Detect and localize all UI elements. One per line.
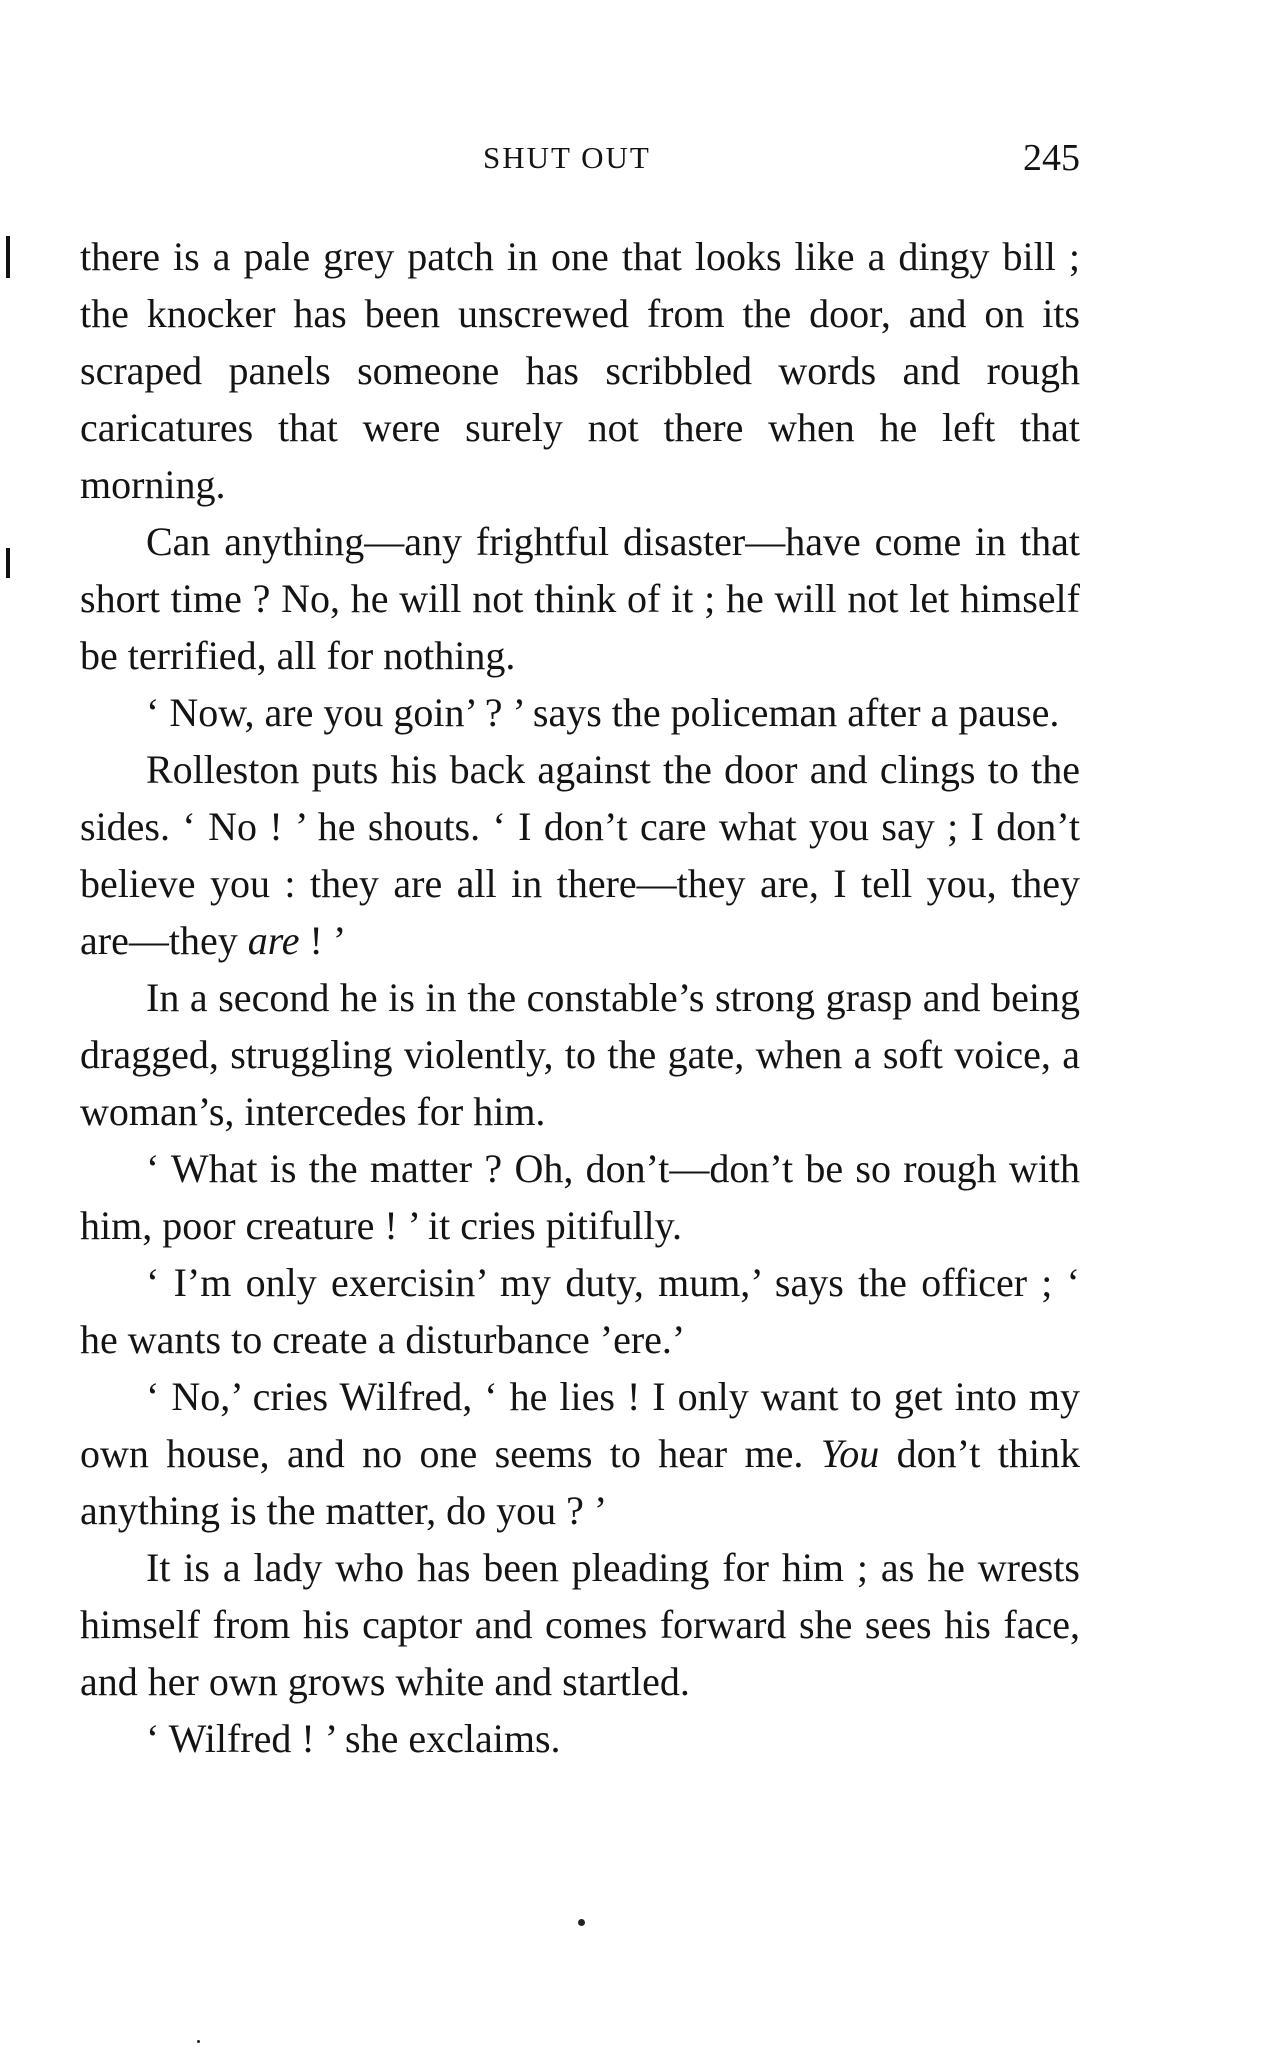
paragraph: ‘ Wilfred ! ’ she exclaims. (146, 1716, 561, 1761)
paragraph: ‘ I’m only exercisin’ my duty, mum,’ says the officer ; ‘ he wants to create a disturbance ’ere.’ (80, 1260, 1080, 1362)
paragraph: Can anything—any frightful disaster—have come in that short time ? No, he will not think of it ; he will not let himself be terrified, all for nothing. (80, 519, 1080, 678)
margin-mark (6, 236, 10, 278)
paragraph: It is a lady who has been pleading for him ; as he wrests himself from his captor and comes forward she sees his face, and her own grows white and startled. (80, 1545, 1080, 1704)
body-text (80, 228, 1080, 1767)
paragraph-continued: there is a pale grey patch in one that looks like a dingy bill ; the knocker has been unscrewed from the door, and on its scraped panels someone has scribbled words and rough caricatures that were surely not there when he left that morning. (80, 234, 1080, 507)
ink-speck (197, 2040, 200, 2043)
paragraph (80, 741, 1080, 969)
paragraph: In a second he is in the constable’s strong grasp and being dragged, struggling violently, to the gate, when a soft voice, a woman’s, intercedes for him. (80, 975, 1080, 1134)
ink-speck (578, 1919, 585, 1926)
paragraph: ‘ What is the matter ? Oh, don’t—don’t be so rough with him, poor creature ! ’ it cries pitifully. (80, 1146, 1080, 1248)
paragraph-text: don’t think anything is the matter, do you ? ’ (80, 1431, 1080, 1533)
running-head (80, 137, 1080, 180)
paragraph-text: Rolleston puts his back against the door and clings to the sides. ‘ No ! ’ he shouts. ‘ I don’t care what you say ; I don’t believe you : they are all in there—they are, I tell you, they are—they (80, 747, 1080, 963)
page-number: 245 (1023, 137, 1080, 179)
emphasis-text: You (820, 1431, 880, 1476)
paragraph (80, 1368, 1080, 1539)
paragraph: ‘ Now, are you goin’ ? ’ says the policeman after a pause. (146, 690, 1060, 735)
paragraph-text: ‘ No,’ cries Wilfred, ‘ he lies ! I only want to get into my own house, and no one seems to hear me. (80, 1374, 1080, 1476)
margin-mark (6, 548, 10, 578)
paragraph-text: ! ’ (299, 918, 347, 963)
running-title: SHUT OUT (483, 140, 651, 175)
emphasis-text: are (247, 918, 300, 963)
